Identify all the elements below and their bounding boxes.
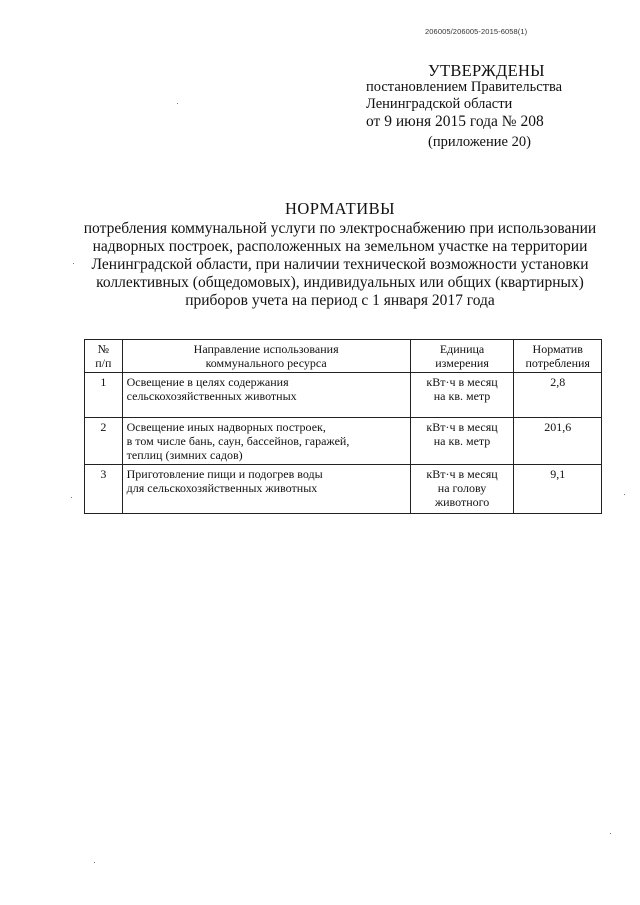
scan-speck [624,494,625,495]
header-num: № п/п [85,340,123,373]
scan-speck [177,103,178,104]
row-num: 1 [85,373,123,418]
header-norm: Норматив потребления [514,340,602,373]
row-direction: Приготовление пищи и подогрев воды для сельскохозяйственных животных [122,465,410,514]
document-id: 206005/206005-2015-6058(1) [425,27,528,36]
scan-speck [71,497,72,498]
heading-line-3: Ленинградской области, при наличии технической возможности установки [91,256,589,273]
approval-line-3: от 9 июня 2015 года № 208 [366,113,544,130]
approval-block [360,62,620,151]
approval-line-1: постановлением Правительства [366,79,563,95]
row-num: 2 [85,418,123,465]
row-norm: 201,6 [514,418,602,465]
table-row [85,373,602,418]
row-unit: кВт·ч в месяц на кв. метр [410,418,514,465]
table-row [85,465,602,514]
approval-title: УТВЕРЖДЕНЫ [428,61,545,80]
heading-line-2: надворных построек, расположенных на земельном участке на территории [92,238,588,255]
header-unit: Единица измерения [410,340,514,373]
table-row [85,418,602,465]
header-direction: Направление использования коммунального ресурса [122,340,410,373]
document-heading [60,200,620,310]
row-unit: кВт·ч в месяц на кв. метр [410,373,514,418]
row-unit: кВт·ч в месяц на голову животного [410,465,514,514]
table-header-row [85,340,602,373]
row-direction: Освещение иных надворных построек, в том числе бань, саун, бассейнов, гаражей, теплиц (зимних садов) [122,418,410,465]
row-num: 3 [85,465,123,514]
heading-line-4: коллективных (общедомовых), индивидуальных или общих (квартирных) [96,274,584,291]
heading-line-5: приборов учета на период с 1 января 2017 года [185,292,495,309]
approval-line-4: (приложение 20) [428,134,531,150]
heading-title: НОРМАТИВЫ [284,199,396,218]
scan-speck [73,263,74,264]
approval-line-2: Ленинградской области [366,96,513,112]
scan-speck [610,833,611,834]
row-norm: 2,8 [514,373,602,418]
scan-speck [94,862,95,863]
norms-table [84,339,602,514]
row-direction: Освещение в целях содержания сельскохозяйственных животных [122,373,410,418]
row-norm: 9,1 [514,465,602,514]
heading-line-1: потребления коммунальной услуги по электроснабжению при использовании [83,220,597,237]
